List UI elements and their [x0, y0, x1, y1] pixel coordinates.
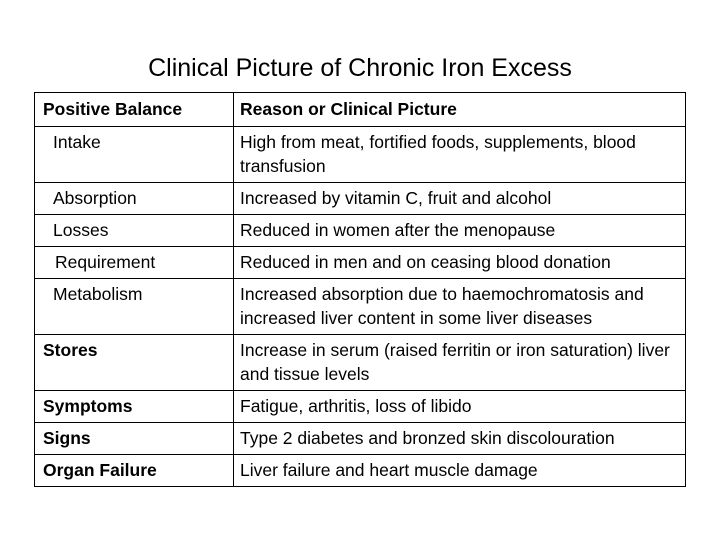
- row-label-absorption: Absorption: [35, 183, 234, 215]
- table-row: [35, 247, 686, 279]
- row-label-stores: Stores: [35, 335, 234, 391]
- table-row: [35, 127, 686, 183]
- table-header-row: [35, 93, 686, 127]
- header-reason: Reason or Clinical Picture: [234, 93, 686, 127]
- row-text-stores: Increase in serum (raised ferritin or iron saturation) liver and tissue levels: [234, 335, 686, 391]
- row-text-absorption: Increased by vitamin C, fruit and alcohol: [234, 183, 686, 215]
- row-text-organ-failure: Liver failure and heart muscle damage: [234, 455, 686, 487]
- row-text-metabolism: Increased absorption due to haemochromatosis and increased liver content in some liver diseases: [234, 279, 686, 335]
- row-text-requirement: Reduced in men and on ceasing blood donation: [234, 247, 686, 279]
- row-label-requirement: Requirement: [35, 247, 234, 279]
- table-row: [35, 423, 686, 455]
- table-row: [35, 279, 686, 335]
- page-title: Clinical Picture of Chronic Iron Excess: [148, 54, 572, 82]
- table-row: [35, 215, 686, 247]
- row-label-signs: Signs: [35, 423, 234, 455]
- table-row: [35, 455, 686, 487]
- clinical-table: [34, 92, 686, 487]
- row-label-intake: Intake: [35, 127, 234, 183]
- row-label-metabolism: Metabolism: [35, 279, 234, 335]
- row-text-signs: Type 2 diabetes and bronzed skin discolouration: [234, 423, 686, 455]
- row-label-organ-failure: Organ Failure: [35, 455, 234, 487]
- row-label-symptoms: Symptoms: [35, 391, 234, 423]
- row-text-intake: High from meat, fortified foods, supplements, blood transfusion: [234, 127, 686, 183]
- row-text-symptoms: Fatigue, arthritis, loss of libido: [234, 391, 686, 423]
- table-row: [35, 391, 686, 423]
- row-text-losses: Reduced in women after the menopause: [234, 215, 686, 247]
- table-row: [35, 183, 686, 215]
- row-label-losses: Losses: [35, 215, 234, 247]
- header-positive-balance: Positive Balance: [35, 93, 234, 127]
- table-row: [35, 335, 686, 391]
